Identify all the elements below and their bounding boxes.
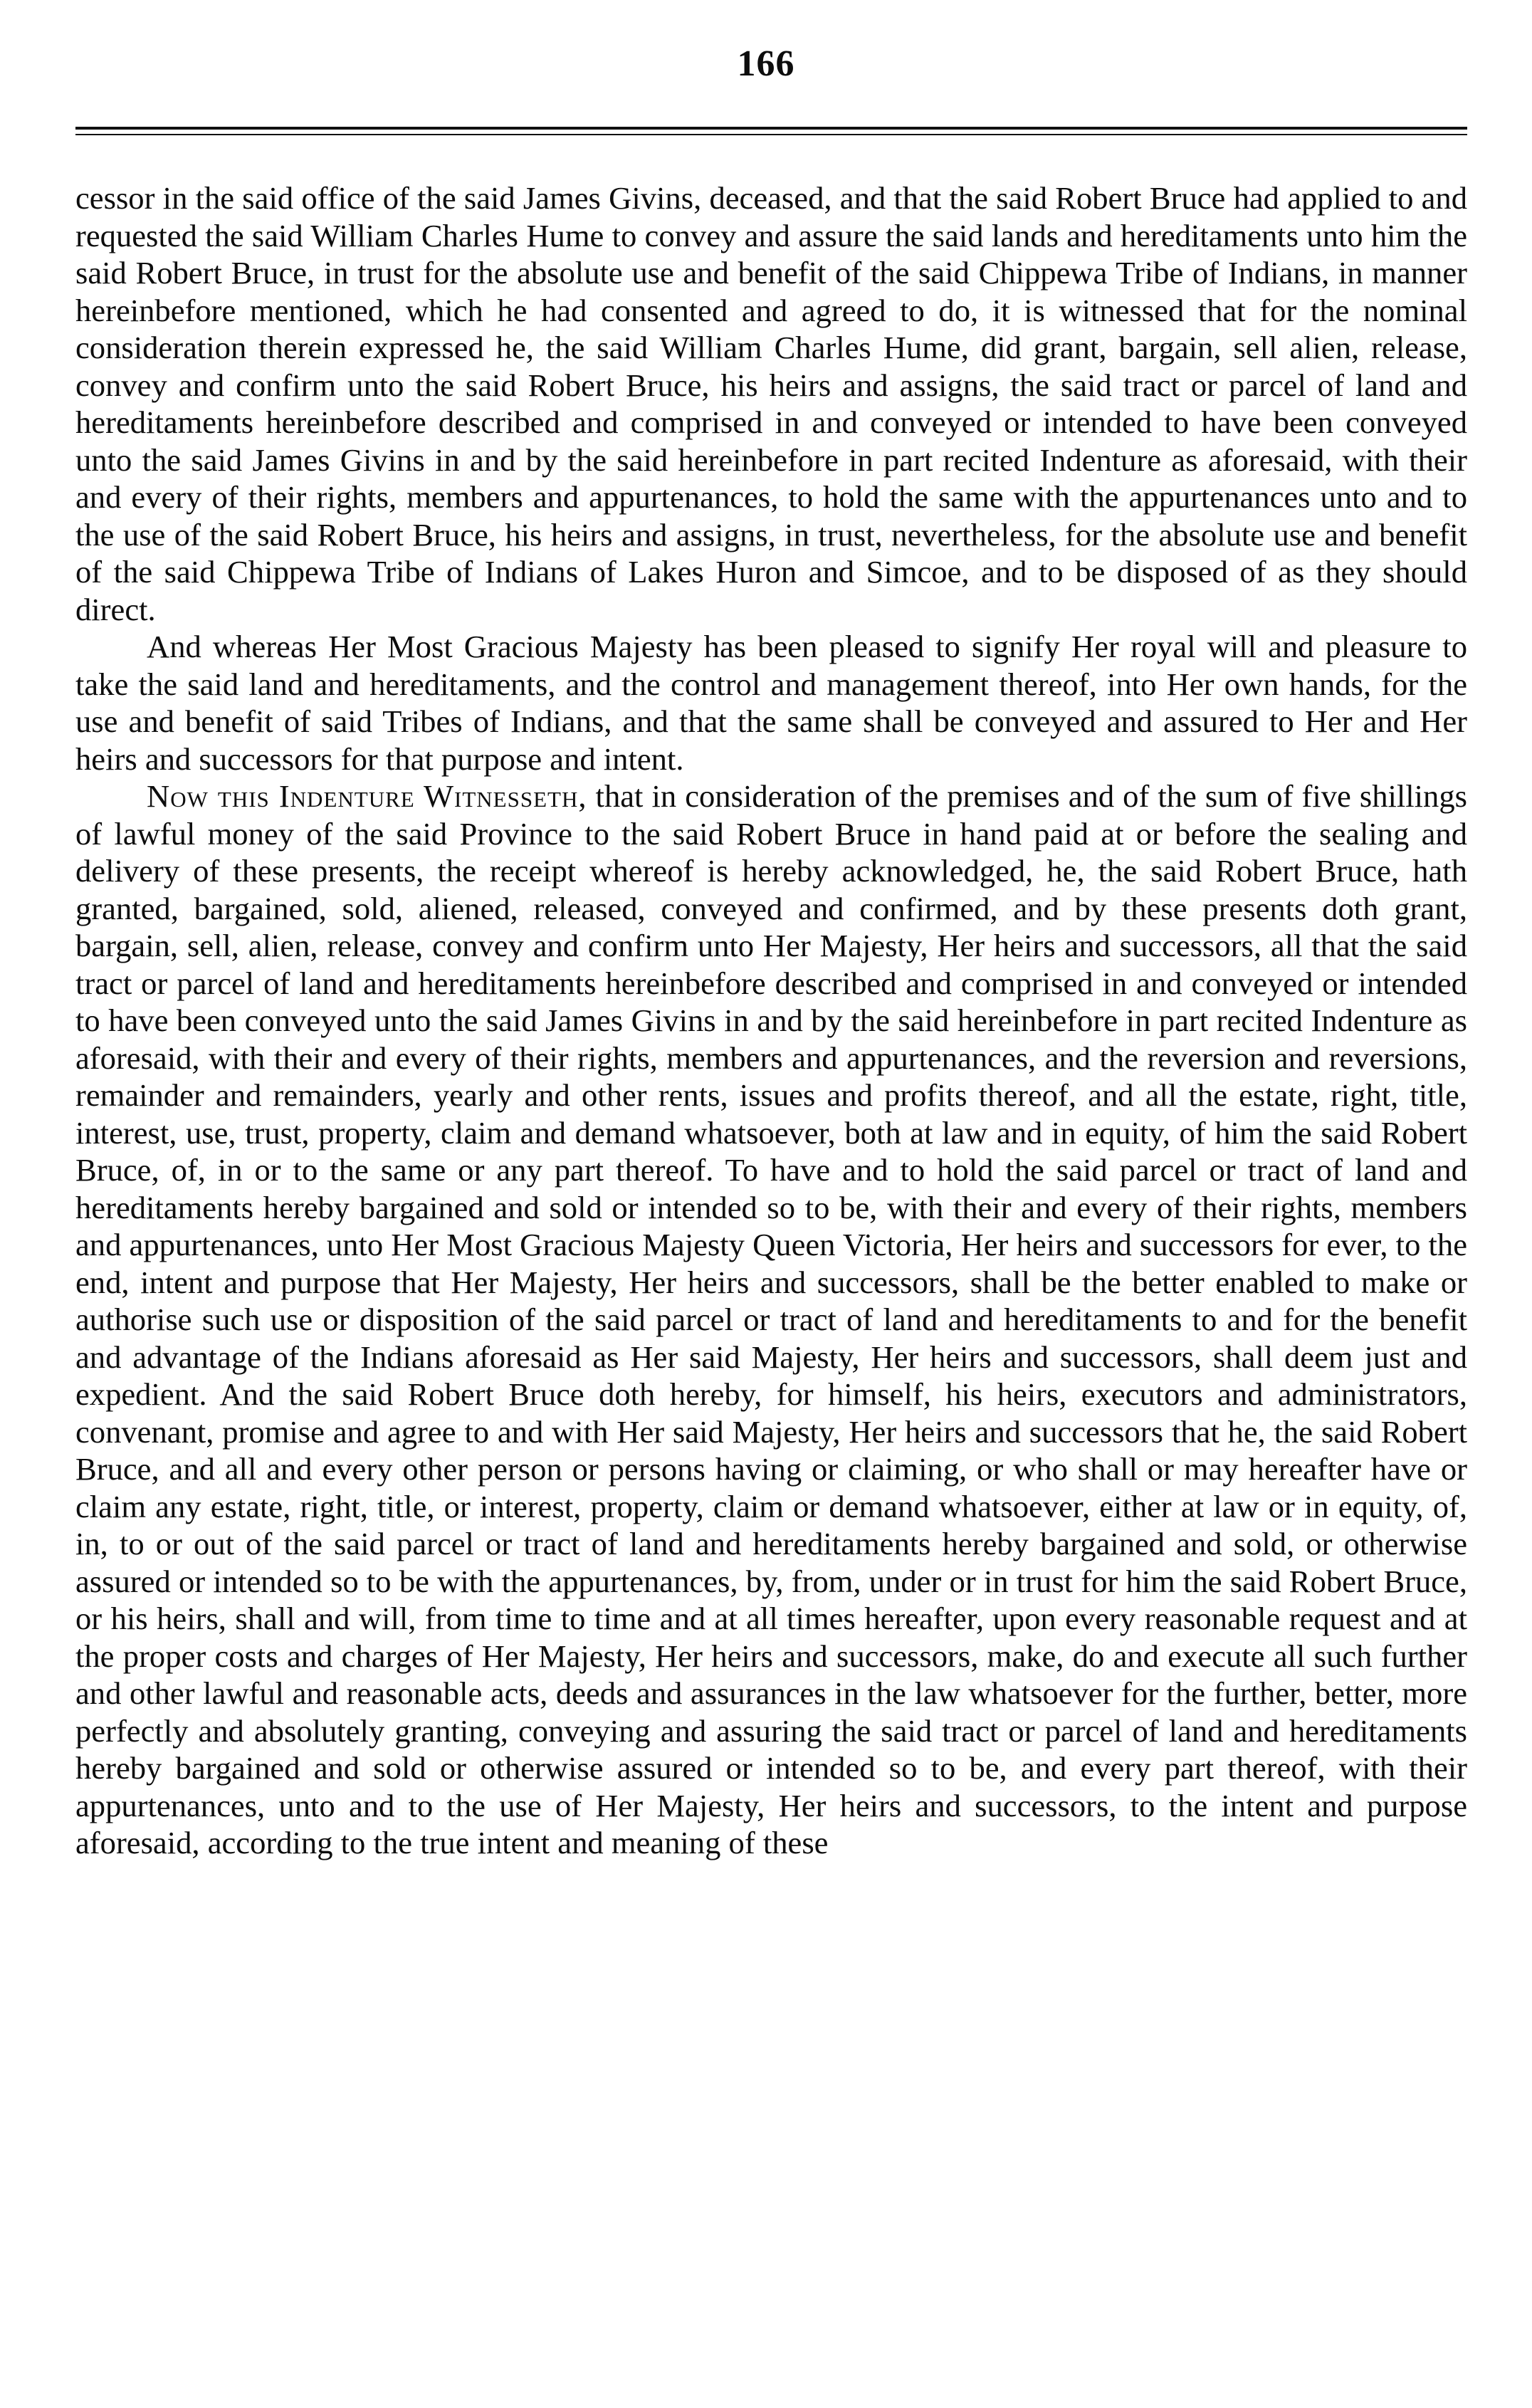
indenture-lead-smallcaps: Now this Indenture Witnesseth, <box>147 778 587 814</box>
header-rule-thin <box>75 134 1467 135</box>
paragraph-indenture <box>75 778 1467 1862</box>
page-number: 166 <box>737 43 795 84</box>
paragraph-whereas: And whereas Her Most Gracious Majesty has been pleased to signify Her royal will and pleasure to take the said land and hereditaments, and the control and management thereof, into Her own hands, for the use and benefit of said Tribes of Indians, and that the same shall be conveyed and assured to Her and Her heirs and successors for that purpose and intent. <box>75 629 1467 777</box>
indenture-body: that in consideration of the premises and of the sum of five shillings of lawful money of the said Province to the said Robert Bruce in hand paid at or before the sealing and delivery of these presents, the receipt whereof is hereby acknowledged, he, the said Robert Bruce, hath granted, bargained, sold, aliened, released, conveyed and confirmed, and by these presents doth grant, bargain, sell, alien, release, convey and confirm unto Her Majesty, Her heirs and successors, all that the said tract or parcel of land and hereditaments hereinbefore described and comprised in and conveyed or intended to have been conveyed unto the said James Givins in and by the said hereinbefore in part recited Indenture as aforesaid, with their and every of their rights, members and appurtenances, and the reversion and reversions, remainder and remainders, yearly and other rents, issues and profits thereof, and all the estate, right, title, interest, use, trust, property, claim and demand whatsoever, both at law and in equity, of him the said Robert Bruce, of, in or to the same or any part thereof. To have and to hold the said parcel or tract of land and hereditaments hereby bargained and sold or intended so to be, with their and every of their rights, members and appurtenances, unto Her Most Gracious Majesty Queen Victoria, Her heirs and successors for ever, to the end, intent and purpose that Her Majesty, Her heirs and successors, shall be the better enabled to make or authorise such use or disposition of the said parcel or tract of land and hereditaments to and for the benefit and advantage of the Indians aforesaid as Her said Majesty, Her heirs and successors, shall deem just and expedient. And the said Robert Bruce doth hereby, for himself, his heirs, executors and administrators, convenant, promise and agree to and with Her said Majesty, Her heirs and successors that he, the said Robert Bruce, and all and every other person or persons having or claiming, or who shall or may hereafter have or claim any estate, right, title, or interest, property, claim or demand whatsoever, either at law or in equity, of, in, to or out of the said parcel or tract of land and hereditaments hereby bargained and sold, or otherwise assured or intended so to be with the appurtenances, by, from, under or in trust for him the said Robert Bruce, or his heirs, shall and will, from time to time and at all times hereafter, upon every reasonable request and at the proper costs and charges of Her Majesty, Her heirs and successors, make, do and execute all such further and other lawful and reasonable acts, deeds and assurances in the law whatsoever for the further, better, more perfectly and absolutely granting, conveying and assuring the said tract or parcel of land and hereditaments hereby bargained and sold or otherwise assured or intended so to be, and every part thereof, with their appurtenances, unto and to the use of Her Majesty, Her heirs and successors, to the intent and purpose aforesaid, according to the true intent and meaning of these <box>75 778 1467 1860</box>
body-text <box>75 179 1467 1862</box>
paragraph-continuation: cessor in the said office of the said James Givins, deceased, and that the said Robert Bruce had applied to and requested the said William Charles Hume to convey and assure the said lands and hereditaments unto him the said Robert Bruce, in trust for the absolute use and benefit of the said Chippewa Tribe of Indians, in manner hereinbefore mentioned, which he had consented and agreed to do, it is witnessed that for the nominal consideration therein expressed he, the said William Charles Hume, did grant, bargain, sell alien, release, convey and confirm unto the said Robert Bruce, his heirs and assigns, the said tract or parcel of land and hereditaments hereinbefore described and comprised in and conveyed or intended to have been conveyed unto the said James Givins in and by the said hereinbefore in part recited Indenture as aforesaid, with their and every of their rights, members and appurtenances, to hold the same with the appurtenances unto and to the use of the said Robert Bruce, his heirs and assigns, in trust, nevertheless, for the absolute use and benefit of the said Chippewa Tribe of Indians of Lakes Huron and Simcoe, and to be disposed of as they should direct. <box>75 180 1467 627</box>
header-rule-thick <box>75 127 1467 130</box>
